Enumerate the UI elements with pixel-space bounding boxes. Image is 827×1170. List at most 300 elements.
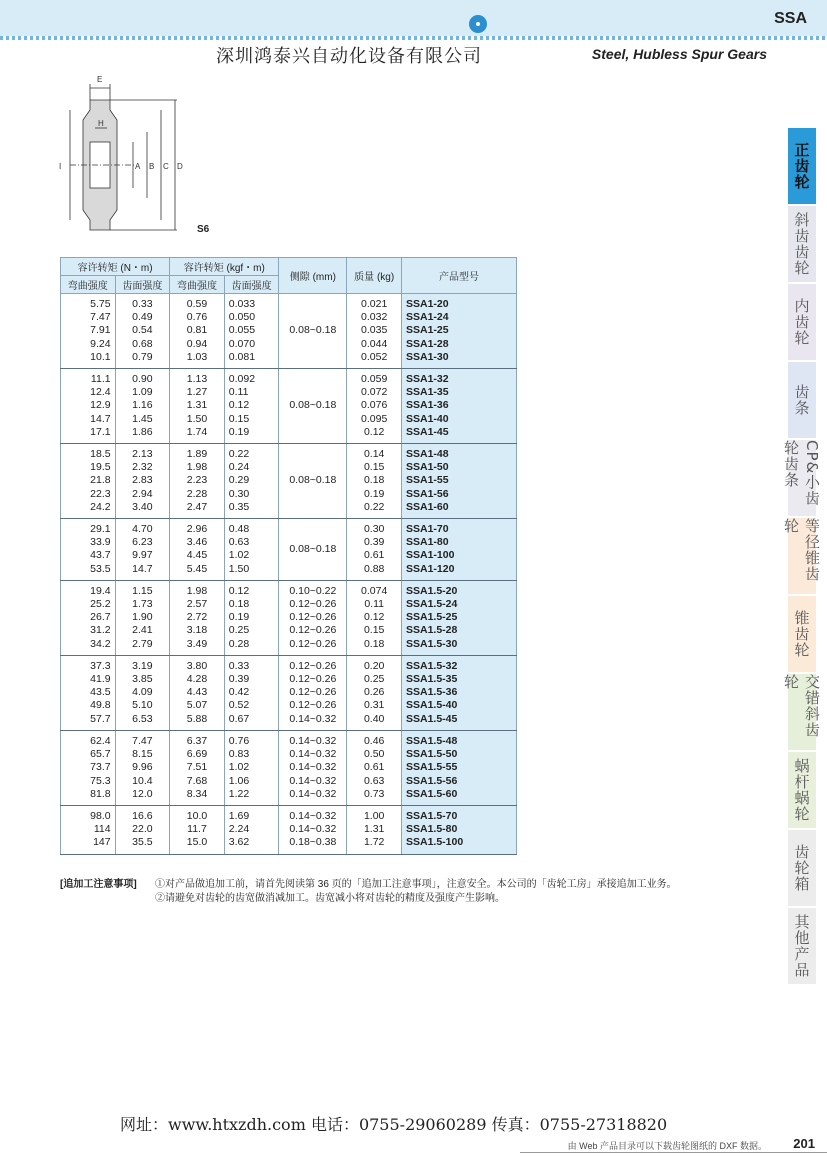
cell-bending-nm-value: 9.24 bbox=[90, 337, 111, 350]
cell-surface-kgf-value: 1.02 bbox=[228, 549, 250, 562]
th-mass: 质量 (kg) bbox=[347, 258, 402, 294]
gear-logo-icon bbox=[469, 15, 487, 33]
cell-surface-kgf-value: 0.055 bbox=[228, 324, 256, 337]
cell-backlash-value: 0.14~0.32 bbox=[289, 787, 337, 800]
cell-model-value: SSA1-80 bbox=[406, 536, 449, 549]
cell-bending-nm-value: 43.5 bbox=[90, 686, 111, 699]
cell-bending-kgf-value: 11.7 bbox=[187, 823, 207, 836]
cell-mass-value: 0.15 bbox=[363, 624, 385, 637]
cell-model-value: SSA1.5-24 bbox=[406, 598, 458, 611]
cell-bending-kgf-value: 15.0 bbox=[186, 836, 208, 849]
cell-backlash bbox=[279, 655, 347, 730]
cell-model bbox=[402, 580, 517, 655]
category-tab-6[interactable]: 锥齿轮 bbox=[788, 596, 816, 672]
category-tab-10[interactable]: 其他产品 bbox=[788, 908, 816, 984]
th-torque-kgf: 容许转矩 (kgf・m) bbox=[170, 258, 279, 276]
cell-backlash-value: 0.12~0.26 bbox=[289, 624, 337, 637]
cell-mass bbox=[347, 580, 402, 655]
cell-mass-value: 0.20 bbox=[363, 659, 385, 672]
cell-backlash-value: 0.12~0.26 bbox=[289, 637, 337, 650]
cell-backlash-value: 0.14~0.32 bbox=[289, 734, 337, 747]
cell-model-value: SSA1.5-60 bbox=[406, 787, 458, 800]
cell-model bbox=[402, 730, 517, 805]
cell-bending-kgf bbox=[170, 655, 225, 730]
dim-d-label: D bbox=[177, 162, 183, 171]
cell-model-value: SSA1.5-50 bbox=[406, 748, 458, 761]
cell-surface-kgf-value: 0.19 bbox=[228, 425, 250, 438]
table-row-group bbox=[61, 655, 517, 730]
cell-surface-kgf-value: 2.24 bbox=[228, 823, 250, 836]
cell-mass-value: 0.044 bbox=[361, 337, 388, 350]
cell-surface-kgf-value: 0.63 bbox=[228, 536, 250, 549]
cell-surface-nm-value: 2.94 bbox=[132, 487, 153, 500]
cell-mass-value: 0.73 bbox=[363, 787, 385, 800]
cell-backlash-value: 0.14~0.32 bbox=[289, 823, 337, 836]
cell-model-value: SSA1-20 bbox=[406, 298, 449, 310]
th-surface: 齿面强度 bbox=[115, 276, 170, 294]
cell-surface-kgf-value: 0.22 bbox=[228, 448, 250, 461]
dim-c-label: C bbox=[163, 162, 169, 171]
cell-bending-nm-value: 75.3 bbox=[90, 774, 111, 787]
cell-mass bbox=[347, 294, 402, 369]
footer-line bbox=[520, 1152, 827, 1153]
cell-surface-kgf-value: 0.76 bbox=[228, 734, 250, 747]
cell-surface-nm-value: 7.47 bbox=[132, 734, 153, 747]
cell-model-value: SSA1-56 bbox=[406, 487, 449, 500]
category-tab-3[interactable]: 齿条 bbox=[788, 362, 816, 438]
cell-surface-nm-value: 2.79 bbox=[132, 637, 153, 650]
cell-bending-kgf-value: 1.03 bbox=[186, 350, 208, 363]
cell-mass-value: 0.22 bbox=[363, 500, 385, 513]
cell-model-value: SSA1-36 bbox=[406, 399, 449, 412]
cell-surface-kgf-value: 1.69 bbox=[228, 809, 250, 822]
cell-mass-value: 0.46 bbox=[363, 734, 385, 747]
cell-surface-nm-value: 6.23 bbox=[132, 536, 153, 549]
cell-bending-nm bbox=[61, 580, 116, 655]
cell-bending-kgf-value: 2.28 bbox=[186, 487, 208, 500]
cell-mass bbox=[347, 444, 402, 519]
cell-surface-nm-value: 0.68 bbox=[132, 337, 153, 350]
cell-surface-nm-value: 1.16 bbox=[132, 399, 153, 412]
cell-surface-nm-value: 4.09 bbox=[132, 686, 153, 699]
cell-surface-kgf-value: 0.092 bbox=[228, 373, 256, 386]
th-backlash: 侧隙 (mm) bbox=[279, 258, 347, 294]
th-bending-kgf: 弯曲强度 bbox=[170, 276, 225, 294]
cell-bending-nm-value: 147 bbox=[93, 836, 111, 849]
cell-surface-kgf-value: 0.28 bbox=[228, 637, 250, 650]
cell-bending-nm-value: 43.7 bbox=[90, 549, 111, 562]
cell-bending-kgf-value: 7.51 bbox=[186, 761, 208, 774]
cell-backlash-value: 0.10~0.22 bbox=[289, 584, 337, 597]
cell-bending-kgf-value: 5.45 bbox=[186, 562, 208, 575]
cell-bending-nm-value: 41.9 bbox=[90, 673, 111, 686]
cell-bending-kgf-value: 3.46 bbox=[186, 536, 208, 549]
category-tab-8[interactable]: 蜗杆蜗轮 bbox=[788, 752, 816, 828]
cell-bending-kgf-value: 0.81 bbox=[186, 324, 208, 337]
table-row-group bbox=[61, 580, 517, 655]
cell-bending-kgf-value: 6.69 bbox=[186, 748, 208, 761]
cell-mass-value: 0.18 bbox=[363, 474, 385, 487]
category-tab-9[interactable]: 齿轮箱 bbox=[788, 830, 816, 906]
product-code: SSA bbox=[774, 10, 807, 27]
cell-backlash-value: 0.14~0.32 bbox=[289, 761, 337, 774]
cell-model-value: SSA1-32 bbox=[406, 373, 449, 386]
cell-backlash bbox=[279, 805, 347, 854]
cell-mass-value: 1.72 bbox=[363, 836, 385, 849]
cell-model-value: SSA1.5-48 bbox=[406, 734, 458, 747]
cell-bending-kgf-value: 2.72 bbox=[186, 611, 208, 624]
cell-bending-nm-value: 10.1 bbox=[90, 350, 111, 363]
cell-backlash-value: 0.12~0.26 bbox=[289, 598, 337, 611]
cell-mass-value: 0.076 bbox=[361, 399, 388, 412]
cell-bending-nm bbox=[61, 369, 116, 444]
cell-surface-nm-value: 2.32 bbox=[132, 461, 153, 474]
cell-mass-value: 1.00 bbox=[363, 809, 385, 822]
cell-bending-kgf-value: 1.89 bbox=[186, 448, 208, 461]
cell-mass-value: 0.032 bbox=[361, 311, 388, 324]
cell-surface-kgf bbox=[224, 655, 279, 730]
cell-bending-kgf bbox=[170, 730, 225, 805]
cell-model-value: SSA1.5-30 bbox=[406, 637, 458, 650]
cell-surface-nm-value: 1.45 bbox=[132, 412, 153, 425]
cell-model-value: SSA1-24 bbox=[406, 311, 449, 324]
cell-surface-nm-value: 0.90 bbox=[132, 373, 153, 386]
cell-bending-kgf-value: 4.43 bbox=[186, 686, 208, 699]
cell-surface-kgf-value: 0.11 bbox=[228, 386, 249, 399]
cell-surface-kgf-value: 0.29 bbox=[228, 474, 250, 487]
th-surface-kgf: 齿面强度 bbox=[224, 276, 279, 294]
cell-bending-nm bbox=[61, 294, 116, 369]
cell-bending-nm-value: 11.1 bbox=[90, 373, 111, 386]
cell-surface-nm-value: 1.90 bbox=[132, 611, 153, 624]
cell-surface-nm-value: 9.97 bbox=[132, 549, 153, 562]
cell-backlash-value: 0.14~0.32 bbox=[289, 809, 337, 822]
cell-surface-nm-value: 5.10 bbox=[132, 699, 153, 712]
cell-mass-value: 0.63 bbox=[363, 774, 385, 787]
cell-model-value: SSA1.5-32 bbox=[406, 659, 458, 672]
cell-bending-nm bbox=[61, 730, 116, 805]
cell-bending-kgf-value: 3.80 bbox=[186, 659, 208, 672]
cell-surface-nm-value: 0.49 bbox=[132, 311, 153, 324]
cell-surface-nm bbox=[115, 519, 170, 581]
cell-surface-nm-value: 2.83 bbox=[132, 474, 153, 487]
cell-model-value: SSA1-100 bbox=[406, 549, 455, 562]
cell-bending-kgf-value: 5.07 bbox=[186, 699, 208, 712]
cell-bending-nm-value: 65.7 bbox=[90, 748, 111, 761]
cell-surface-nm-value: 1.86 bbox=[132, 425, 153, 438]
cell-surface-nm-value: 12.0 bbox=[132, 787, 153, 800]
cell-surface-kgf-value: 0.18 bbox=[228, 598, 250, 611]
cell-bending-nm bbox=[61, 444, 116, 519]
cell-bending-kgf bbox=[170, 805, 225, 854]
cell-bending-nm-value: 14.7 bbox=[90, 412, 111, 425]
cell-bending-kgf bbox=[170, 580, 225, 655]
cell-mass-value: 0.095 bbox=[361, 412, 388, 425]
cell-model bbox=[402, 444, 517, 519]
cell-surface-nm-value: 3.40 bbox=[132, 500, 153, 513]
cell-bending-nm-value: 37.3 bbox=[90, 659, 111, 672]
cell-bending-kgf-value: 1.13 bbox=[186, 373, 208, 386]
cell-bending-kgf-value: 3.18 bbox=[186, 624, 208, 637]
note-1: ①对产品做追加工前，请首先阅读第 36 页的「追加工注意事项」，注意安全。本公司的「齿轮工房」承接追加工业务。 bbox=[155, 879, 677, 890]
category-tab-0[interactable]: 正齿轮 bbox=[788, 128, 816, 204]
cell-surface-kgf-value: 0.35 bbox=[228, 500, 250, 513]
cell-surface-nm-value: 1.09 bbox=[132, 386, 153, 399]
cell-model-value: SSA1.5-55 bbox=[406, 761, 458, 774]
dim-e-label: E bbox=[97, 75, 103, 84]
cell-backlash: 0.08~0.18 bbox=[279, 519, 347, 581]
cell-mass-value: 0.035 bbox=[361, 324, 388, 337]
cell-model bbox=[402, 294, 517, 369]
cell-bending-nm-value: 25.2 bbox=[90, 598, 111, 611]
cell-surface-nm-value: 1.73 bbox=[132, 598, 153, 611]
cell-bending-nm-value: 7.47 bbox=[90, 311, 111, 324]
cell-surface-kgf-value: 0.050 bbox=[228, 311, 256, 324]
notes-label: [追加工注意事项] bbox=[60, 879, 137, 890]
cell-backlash-value: 0.12~0.26 bbox=[289, 686, 337, 699]
note-2: ②请避免对齿轮的齿宽做消减加工。齿宽减小将对齿轮的精度及强度产生影响。 bbox=[155, 893, 505, 904]
cell-model bbox=[402, 655, 517, 730]
dim-b-label: B bbox=[149, 162, 155, 171]
cell-surface-kgf-value: 0.24 bbox=[228, 461, 250, 474]
cell-mass bbox=[347, 655, 402, 730]
cell-surface-nm bbox=[115, 805, 170, 854]
cell-bending-nm bbox=[61, 655, 116, 730]
cell-surface-nm-value: 16.6 bbox=[132, 809, 153, 822]
cell-model-value: SSA1-25 bbox=[406, 324, 449, 337]
cell-model-value: SSA1-50 bbox=[406, 461, 449, 474]
cell-surface-kgf-value: 0.67 bbox=[228, 712, 250, 725]
cell-mass-value: 0.30 bbox=[363, 523, 385, 536]
page-number: 201 bbox=[793, 1136, 815, 1151]
cell-mass-value: 0.074 bbox=[361, 584, 388, 597]
cell-mass-value: 0.18 bbox=[363, 637, 385, 650]
spec-table bbox=[60, 257, 517, 855]
table-row-group bbox=[61, 369, 517, 444]
cell-surface-nm bbox=[115, 369, 170, 444]
cell-surface-nm bbox=[115, 294, 170, 369]
dim-a-label: A bbox=[135, 162, 141, 171]
cell-surface-kgf-value: 0.83 bbox=[228, 748, 250, 761]
cell-model-value: SSA1.5-45 bbox=[406, 712, 458, 725]
cell-model-value: SSA1-28 bbox=[406, 337, 449, 350]
cell-bending-kgf-value: 7.68 bbox=[186, 774, 208, 787]
cell-bending-nm bbox=[61, 519, 116, 581]
notes bbox=[60, 878, 677, 906]
cell-bending-nm-value: 73.7 bbox=[90, 761, 111, 774]
cell-surface-nm-value: 2.13 bbox=[132, 448, 153, 461]
cell-bending-kgf-value: 1.50 bbox=[186, 412, 208, 425]
cell-surface-nm bbox=[115, 580, 170, 655]
cell-surface-nm-value: 8.15 bbox=[132, 748, 153, 761]
cell-model bbox=[402, 519, 517, 581]
cell-bending-kgf-value: 6.37 bbox=[186, 734, 208, 747]
cell-surface-kgf-value: 1.06 bbox=[228, 774, 250, 787]
cell-mass bbox=[347, 519, 402, 581]
cell-mass-value: 0.11 bbox=[364, 598, 384, 611]
cell-surface-nm-value: 35.5 bbox=[132, 836, 153, 849]
cell-model-value: SSA1.5-28 bbox=[406, 624, 458, 637]
cell-surface-nm-value: 2.41 bbox=[132, 624, 153, 637]
cell-mass-value: 0.12 bbox=[363, 611, 385, 624]
cell-bending-kgf-value: 1.31 bbox=[186, 399, 208, 412]
cell-bending-kgf-value: 1.74 bbox=[186, 425, 208, 438]
cell-mass-value: 0.021 bbox=[361, 298, 388, 310]
cell-surface-kgf-value: 0.15 bbox=[228, 412, 250, 425]
cell-model-value: SSA1.5-20 bbox=[406, 584, 458, 597]
footer-note: 由 Web 产品目录可以下载齿轮图纸的 DXF 数据。 bbox=[567, 1141, 767, 1151]
cell-surface-kgf-value: 0.12 bbox=[228, 584, 250, 597]
cell-backlash bbox=[279, 580, 347, 655]
header-dots bbox=[0, 36, 827, 40]
cell-backlash-value: 0.14~0.32 bbox=[289, 748, 337, 761]
cell-model-value: SSA1-30 bbox=[406, 350, 449, 363]
cell-bending-nm-value: 19.5 bbox=[90, 461, 111, 474]
category-tab-7[interactable]: 交错斜齿轮 bbox=[788, 674, 816, 750]
th-torque-nm: 容许转矩 (N・m) bbox=[61, 258, 170, 276]
cell-bending-nm-value: 19.4 bbox=[90, 584, 111, 597]
product-subtitle: Steel, Hubless Spur Gears bbox=[591, 46, 767, 62]
cell-model-value: SSA1.5-100 bbox=[406, 836, 464, 849]
cell-bending-kgf-value: 2.47 bbox=[186, 500, 208, 513]
cell-model-value: SSA1.5-35 bbox=[406, 673, 458, 686]
cell-backlash-value: 0.12~0.26 bbox=[289, 673, 337, 686]
cell-backlash-value: 0.12~0.26 bbox=[289, 659, 337, 672]
cell-mass-value: 0.39 bbox=[363, 536, 385, 549]
cell-bending-nm-value: 81.8 bbox=[90, 787, 111, 800]
cell-bending-kgf-value: 10.0 bbox=[186, 809, 208, 822]
cell-model bbox=[402, 805, 517, 854]
cell-surface-nm-value: 0.54 bbox=[132, 324, 153, 337]
cell-surface-kgf-value: 0.070 bbox=[228, 337, 256, 350]
cell-surface-kgf-value: 0.033 bbox=[228, 298, 256, 310]
cell-surface-kgf bbox=[224, 294, 279, 369]
cell-bending-nm-value: 21.8 bbox=[90, 474, 111, 487]
cell-surface-kgf bbox=[224, 369, 279, 444]
cell-surface-kgf-value: 1.02 bbox=[228, 761, 250, 774]
cell-model-value: SSA1-48 bbox=[406, 448, 449, 461]
cell-bending-nm-value: 62.4 bbox=[90, 734, 111, 747]
cell-mass-value: 0.88 bbox=[363, 562, 385, 575]
cell-mass-value: 0.25 bbox=[363, 673, 385, 686]
cell-backlash bbox=[279, 730, 347, 805]
cell-bending-nm-value: 98.0 bbox=[90, 809, 111, 822]
cell-surface-nm-value: 10.4 bbox=[132, 774, 153, 787]
dim-h-label: H bbox=[98, 119, 104, 128]
cell-surface-kgf bbox=[224, 730, 279, 805]
cell-model-value: SSA1-60 bbox=[406, 500, 449, 513]
cell-bending-kgf-value: 0.59 bbox=[186, 298, 208, 310]
cell-mass-value: 0.12 bbox=[363, 425, 385, 438]
cell-bending-kgf-value: 4.28 bbox=[186, 673, 208, 686]
cell-surface-nm-value: 6.53 bbox=[132, 712, 153, 725]
cell-surface-nm-value: 0.33 bbox=[132, 298, 153, 310]
gear-drawing bbox=[55, 70, 215, 240]
cell-bending-kgf-value: 3.49 bbox=[186, 637, 208, 650]
cell-bending-kgf-value: 2.57 bbox=[186, 598, 208, 611]
category-tab-4[interactable]: CP&小齿轮齿条 bbox=[788, 440, 816, 516]
cell-surface-kgf-value: 1.22 bbox=[228, 787, 250, 800]
cell-mass-value: 0.059 bbox=[361, 373, 388, 386]
company-name: 深圳鸿泰兴自动化设备有限公司 bbox=[216, 46, 482, 67]
footer-contact: 网址：www.htxzdh.com 电话：0755-29060289 传真：0755-27318820 bbox=[120, 1115, 668, 1134]
cell-mass-value: 0.50 bbox=[363, 748, 385, 761]
cell-bending-kgf bbox=[170, 519, 225, 581]
cell-surface-kgf-value: 0.30 bbox=[228, 487, 250, 500]
cell-surface-kgf-value: 0.33 bbox=[228, 659, 250, 672]
cell-bending-nm-value: 18.5 bbox=[90, 448, 111, 461]
drawing-label: S6 bbox=[197, 224, 210, 235]
cell-surface-nm-value: 3.85 bbox=[132, 673, 153, 686]
cell-surface-nm-value: 4.70 bbox=[132, 523, 153, 536]
cell-bending-nm-value: 5.75 bbox=[90, 298, 111, 310]
cell-backlash-value: 0.14~0.32 bbox=[289, 712, 337, 725]
category-tab-2[interactable]: 内齿轮 bbox=[788, 284, 816, 360]
cell-bending-kgf-value: 0.94 bbox=[186, 337, 208, 350]
cell-backlash: 0.08~0.18 bbox=[279, 444, 347, 519]
dim-i-label: I bbox=[59, 162, 62, 171]
cell-bending-kgf bbox=[170, 369, 225, 444]
category-tab-5[interactable]: 等径锥齿轮 bbox=[788, 518, 816, 594]
cell-bending-kgf bbox=[170, 444, 225, 519]
cell-surface-kgf bbox=[224, 519, 279, 581]
table-row-group bbox=[61, 519, 517, 581]
table-row-group bbox=[61, 444, 517, 519]
cell-surface-kgf-value: 0.48 bbox=[228, 523, 250, 536]
th-model: 产品型号 bbox=[402, 258, 517, 294]
cell-surface-nm-value: 22.0 bbox=[132, 823, 153, 836]
cell-surface-kgf-value: 3.62 bbox=[228, 836, 250, 849]
cell-surface-nm bbox=[115, 655, 170, 730]
table-row-group bbox=[61, 805, 517, 854]
cell-mass-value: 0.61 bbox=[363, 549, 385, 562]
cell-bending-kgf-value: 1.98 bbox=[186, 584, 208, 597]
spec-table-body bbox=[61, 294, 517, 855]
cell-bending-kgf-value: 8.34 bbox=[186, 787, 208, 800]
cell-backlash: 0.08~0.18 bbox=[279, 369, 347, 444]
cell-bending-nm-value: 7.91 bbox=[90, 324, 111, 337]
cell-surface-kgf-value: 0.12 bbox=[228, 399, 250, 412]
cell-model-value: SSA1.5-36 bbox=[406, 686, 458, 699]
cell-mass-value: 1.31 bbox=[363, 823, 385, 836]
cell-surface-kgf bbox=[224, 805, 279, 854]
cell-surface-nm bbox=[115, 730, 170, 805]
cell-model-value: SSA1.5-40 bbox=[406, 699, 458, 712]
cell-mass bbox=[347, 369, 402, 444]
cell-surface-nm-value: 0.79 bbox=[132, 350, 153, 363]
cell-surface-kgf-value: 0.081 bbox=[228, 350, 256, 363]
cell-model-value: SSA1-40 bbox=[406, 412, 449, 425]
cell-mass-value: 0.072 bbox=[361, 386, 388, 399]
th-bending: 弯曲强度 bbox=[61, 276, 116, 294]
cell-surface-kgf bbox=[224, 444, 279, 519]
cell-backlash-value: 0.18~0.38 bbox=[289, 836, 337, 849]
cell-bending-nm-value: 33.9 bbox=[90, 536, 111, 549]
cell-bending-kgf-value: 4.45 bbox=[186, 549, 208, 562]
category-tab-1[interactable]: 斜齿齿轮 bbox=[788, 206, 816, 282]
cell-bending-kgf-value: 0.76 bbox=[186, 311, 208, 324]
cell-bending-kgf-value: 2.23 bbox=[186, 474, 208, 487]
cell-bending-nm-value: 53.5 bbox=[90, 562, 111, 575]
cell-mass-value: 0.14 bbox=[363, 448, 385, 461]
cell-bending-nm-value: 29.1 bbox=[90, 523, 111, 536]
cell-model-value: SSA1-45 bbox=[406, 425, 449, 438]
cell-mass-value: 0.40 bbox=[363, 712, 385, 725]
cell-backlash-value: 0.14~0.32 bbox=[289, 774, 337, 787]
cell-mass-value: 0.15 bbox=[363, 461, 385, 474]
cell-backlash-value: 0.12~0.26 bbox=[289, 699, 337, 712]
cell-surface-nm-value: 1.15 bbox=[132, 584, 153, 597]
